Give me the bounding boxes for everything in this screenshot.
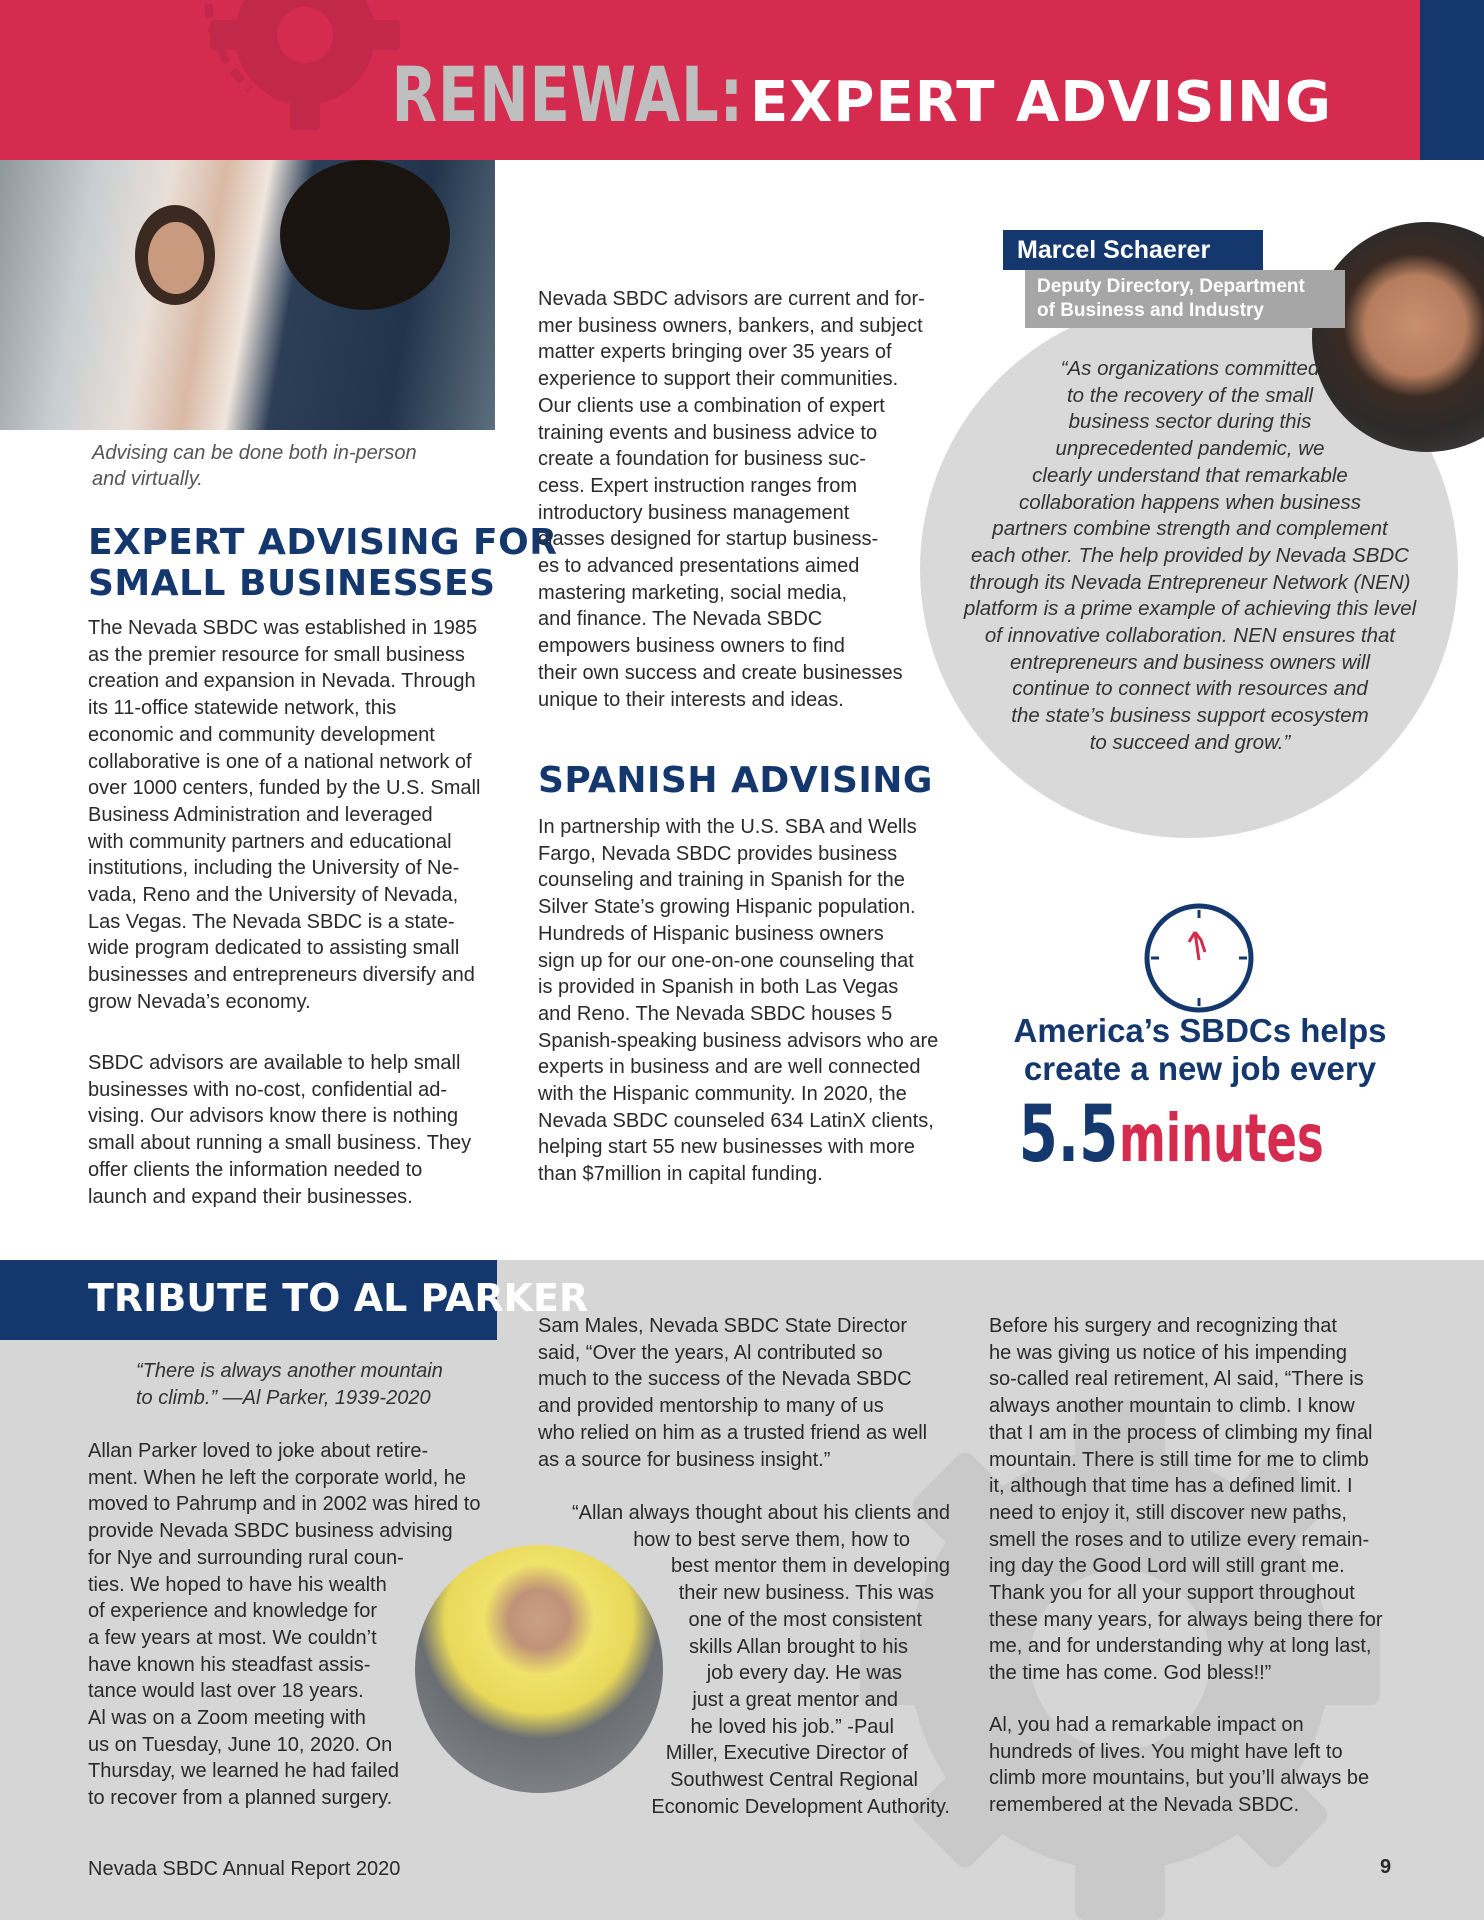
quote-author-name: Marcel Schaerer: [1003, 230, 1263, 270]
stat-line-1: America’s SBDCs helps: [1013, 1012, 1387, 1049]
header-navy-stripe: [1420, 0, 1484, 160]
spanish-paragraph: In partnership with the U.S. SBA and Wells Fargo, Nevada SBDC provides business counseling and training in Spanish for the Silver State’s growing Hispanic population. Hundreds of Hispanic business owners sign up for our one-on-one counseling that is provided in Spanish in both Las Vegas and Reno. The Nevada SBDC houses 5 Spanish-speaking business advisors who are experts in business and are well connected with the Hispanic community. In 2020, the Nevada SBDC counseled 634 LatinX clients, helping start 55 new businesses with more than $7million in capital funding.: [538, 816, 939, 1186]
tribute-column-2-paragraph-1: Sam Males, Nevada SBDC State Director said, “Over the years, Al contributed so much to the success of the Nevada SBDC and provided mentorship to many of us who relied on him as a trusted friend as well as a source for business insight.”: [538, 1315, 928, 1471]
tribute-quote: “There is always another mountain to climb.” —Al Parker, 1939-2020: [136, 1360, 443, 1409]
page-number: 9: [1380, 1856, 1392, 1878]
tribute-column-2-paragraph-2: “Allan always thought about his clients and how to best serve them, how to best mentor them in developing their new business. This was one of the most consistent skills Allan brought to his job every day. He was just a great mentor and he loved his job.” -Paul Miller, Executive Director of Southwest Central Regional Economic Development Authority.: [571, 1502, 950, 1818]
section2-paragraph: Nevada SBDC advisors are current and for- mer business owners, bankers, and subject matter experts bringing over 35 years of experience to support their communities. Our clients use a combination of expert training events and business advice to create a foundation for business suc- cess. Expert instruction ranges from introductory business management classes designed for startup business- es to advanced presentations aimed mastering marketing, social media, and finance. The Nevada SBDC empowers business owners to find their own success and create businesses unique to their interests and ideas.: [538, 288, 925, 711]
stat-number: 5.5: [1019, 1090, 1119, 1180]
title-part-renewal: RENEWAL:: [391, 50, 745, 139]
quote-author-role: Deputy Directory, Department of Business and Industry: [1025, 270, 1345, 328]
advising-photo: [0, 160, 495, 430]
tribute-column-3-paragraph-2: Al, you had a remarkable impact on hundreds of lives. You might have left to climb more mountains, but you’ll always be remembered at the Nevada SBDC.: [989, 1714, 1370, 1817]
stat-unit: minutes: [1118, 1100, 1324, 1177]
section-heading-spanish-advising: SPANISH ADVISING: [538, 760, 933, 801]
section-heading-expert-advising: EXPERT ADVISING FOR SMALL BUSINESSES: [88, 522, 558, 604]
section1-paragraph-1: The Nevada SBDC was established in 1985 as the premier resource for small business creation and expansion in Nevada. Through its 11-office statewide network, this economic and community development collaborative is one of a national network of over 1000 centers, funded by the U.S. Small Business Administration and leveraged with community partners and educational institutions, including the University of Ne- vada, Reno and the University of Nevada, Las Vegas. The Nevada SBDC is a state- wide program dedicated to assisting small businesses and entrepreneurs diversify and grow Nevada’s economy.: [88, 617, 481, 1013]
section1-paragraph-2: SBDC advisors are available to help small businesses with no-cost, confidential ad- vising. Our advisors know there is nothing small about running a small business. They offer clients the information needed to launch and expand their businesses.: [88, 1052, 472, 1208]
photo-caption: Advising can be done both in-person and virtually.: [92, 442, 417, 490]
tribute-column-3-paragraph-1: Before his surgery and recognizing that he was giving us notice of his impending so-called real retirement, Al said, “There is always another mountain to climb. I know that I am in the process of climbing my final mountain. There is still time for me to climb it, although that time has a defined limit. I need to enjoy it, still discover new paths, smell the roses and to utilize every remain- ing day the Good Lord will still grant me. Thank you for all your support throughout these many years, for always being there for me, and for understanding why at long last, the time has come. God bless!!”: [989, 1315, 1383, 1685]
page-header-banner: [0, 0, 1420, 160]
title-part-expert-advising: EXPERT ADVISING: [749, 70, 1332, 135]
clock-icon: [1143, 902, 1255, 1014]
stat-figure: [960, 1090, 1440, 1180]
tribute-heading: TRIBUTE TO AL PARKER: [88, 1276, 589, 1320]
stat-line-2: create a new job every: [1023, 1050, 1377, 1087]
footer-report-title: Nevada SBDC Annual Report 2020: [88, 1858, 401, 1880]
page-title: [292, 50, 1332, 139]
marcel-quote: “As organizations committed to the recovery of the small business sector during this unprecedented pandemic, we clearly understand that remarkable collaboration happens when business partners combine strength and complement each other. The help provided by Nevada SBDC through its Nevada Entrepreneur Network (NEN) platform is a prime example of achieving this level of innovative collaboration. NEN ensures that entrepreneurs and business owners will continue to connect with resources and the state’s business support ecosystem to succeed and grow.”: [963, 357, 1417, 754]
tribute-column-1: Allan Parker loved to joke about retire- ment. When he left the corporate world, he moved to Pahrump and in 2002 was hired to provide Nevada SBDC business advising for Nye and surrounding rural coun- ties. We hoped to have his wealth of experience and knowledge for a few years at most. We couldn’t have known his steadfast assis- tance would last over 18 years. Al was on a Zoom meeting with us on Tuesday, June 10, 2020. On Thursday, we learned he had failed to recover from a planned surgery.: [88, 1440, 481, 1810]
